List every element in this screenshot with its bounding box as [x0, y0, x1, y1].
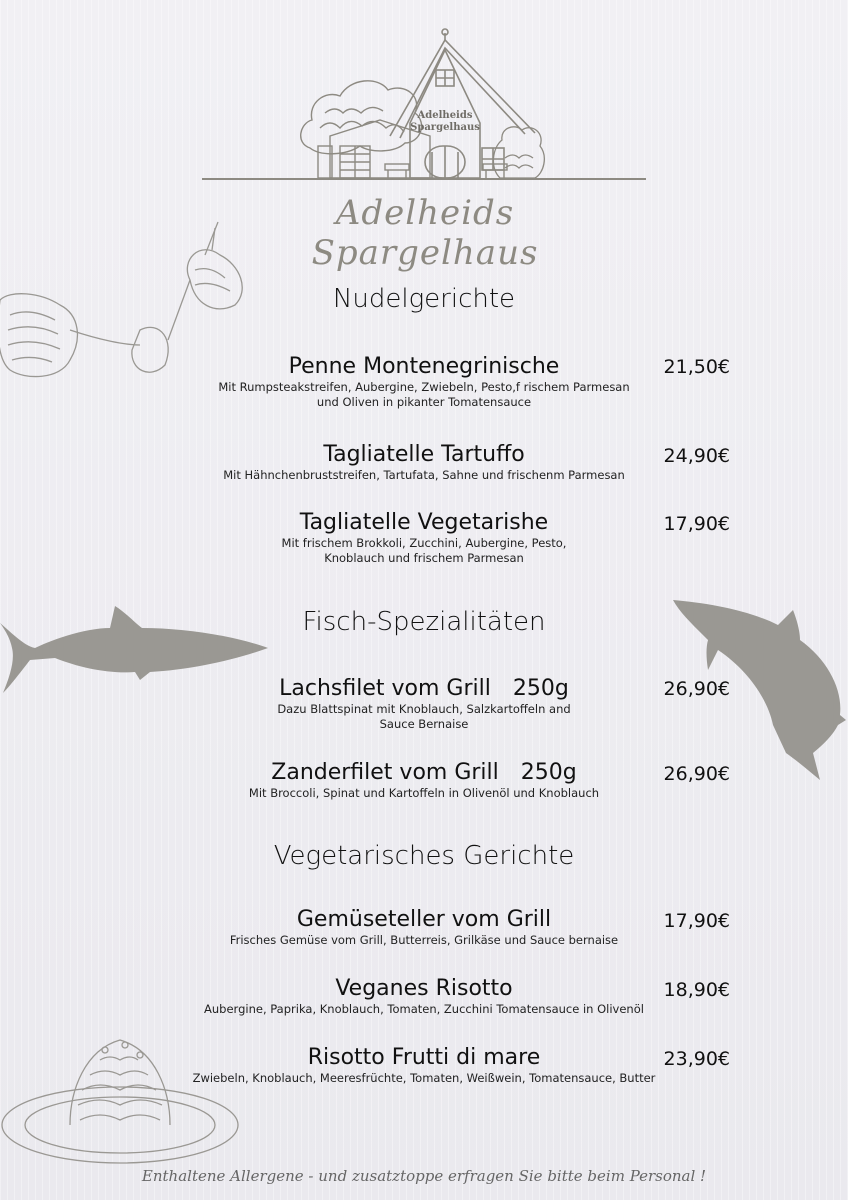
dish-description: und Oliven in pikanter Tomatensauce — [316, 395, 532, 409]
dish-name: Veganes Risotto — [335, 976, 513, 1001]
house-illustration-icon — [200, 28, 650, 188]
dish-price: 26,90€ — [663, 678, 730, 700]
dish-price: 17,90€ — [663, 513, 730, 535]
dish-description: Mit Rumpsteakstreifen, Aubergine, Zwiebeln, Pesto,f rischem Parmesan — [218, 380, 630, 394]
dish-item — [150, 1045, 698, 1086]
dish-description: Knoblauch und frischem Parmesan — [324, 551, 524, 565]
dish-weight: 250g — [512, 676, 569, 701]
section-title-nudelgerichte: Nudelgerichte — [332, 284, 516, 314]
restaurant-name: Adelheids Spargelhaus — [311, 193, 539, 273]
dish-item — [150, 354, 698, 410]
dish-item — [150, 907, 698, 948]
dish-item — [150, 760, 698, 801]
dish-description: Dazu Blattspinat mit Knoblauch, Salzkartoffeln and — [277, 702, 571, 716]
dish-price: 24,90€ — [663, 445, 730, 467]
allergen-note: Enthaltene Allergene - und zusatztoppe erfragen Sie bitte beim Personal ! — [141, 1167, 707, 1185]
dish-item — [150, 676, 698, 732]
dish-price: 17,90€ — [663, 910, 730, 932]
dish-name: Lachsfilet vom Grill — [279, 676, 491, 701]
dish-description: Sauce Bernaise — [379, 717, 469, 731]
dish-price: 21,50€ — [663, 356, 730, 378]
restaurant-logo — [200, 28, 650, 188]
dish-name-row — [150, 760, 698, 786]
dish-weight: 250g — [520, 760, 577, 785]
section-title-vegetarisch: Vegetarisches Gerichte — [273, 841, 575, 871]
dish-name: Zanderfilet vom Grill — [271, 760, 499, 785]
dish-name: Tagliatelle Tartuffo — [323, 442, 525, 467]
dish-name: Gemüseteller vom Grill — [296, 907, 552, 932]
dish-name: Risotto Frutti di mare — [307, 1045, 541, 1070]
section-title-fisch: Fisch-Spezialitäten — [302, 607, 546, 637]
dish-name-row — [150, 676, 698, 702]
dish-item — [150, 976, 698, 1017]
dish-item — [150, 442, 698, 483]
house-sign-line1: Adelheids — [417, 110, 473, 121]
dish-description: Mit Broccoli, Spinat und Kartoffeln in Olivenöl und Knoblauch — [248, 786, 600, 800]
dish-description: Mit frischem Brokkoli, Zucchini, Aubergine, Pesto, — [281, 536, 567, 550]
dish-item — [150, 510, 698, 566]
dish-price: 23,90€ — [663, 1048, 730, 1070]
dish-description: Frisches Gemüse vom Grill, Butterreis, Grilkäse und Sauce bernaise — [229, 933, 619, 947]
dish-description: Zwiebeln, Knoblauch, Meeresfrüchte, Tomaten, Weißwein, Tomatensauce, Butter — [192, 1071, 656, 1085]
dish-name: Penne Montenegrinische — [288, 354, 560, 379]
dish-price: 18,90€ — [663, 979, 730, 1001]
dish-description: Mit Hähnchenbruststreifen, Tartufata, Sahne und frischenm Parmesan — [223, 468, 625, 482]
house-sign — [410, 110, 480, 134]
house-sign-line2: Spargelhaus — [410, 122, 480, 133]
dish-description: Aubergine, Paprika, Knoblauch, Tomaten, Zucchini Tomatensauce in Olivenöl — [204, 1002, 644, 1016]
dish-price: 26,90€ — [663, 763, 730, 785]
dish-name: Tagliatelle Vegetarishe — [299, 510, 549, 535]
